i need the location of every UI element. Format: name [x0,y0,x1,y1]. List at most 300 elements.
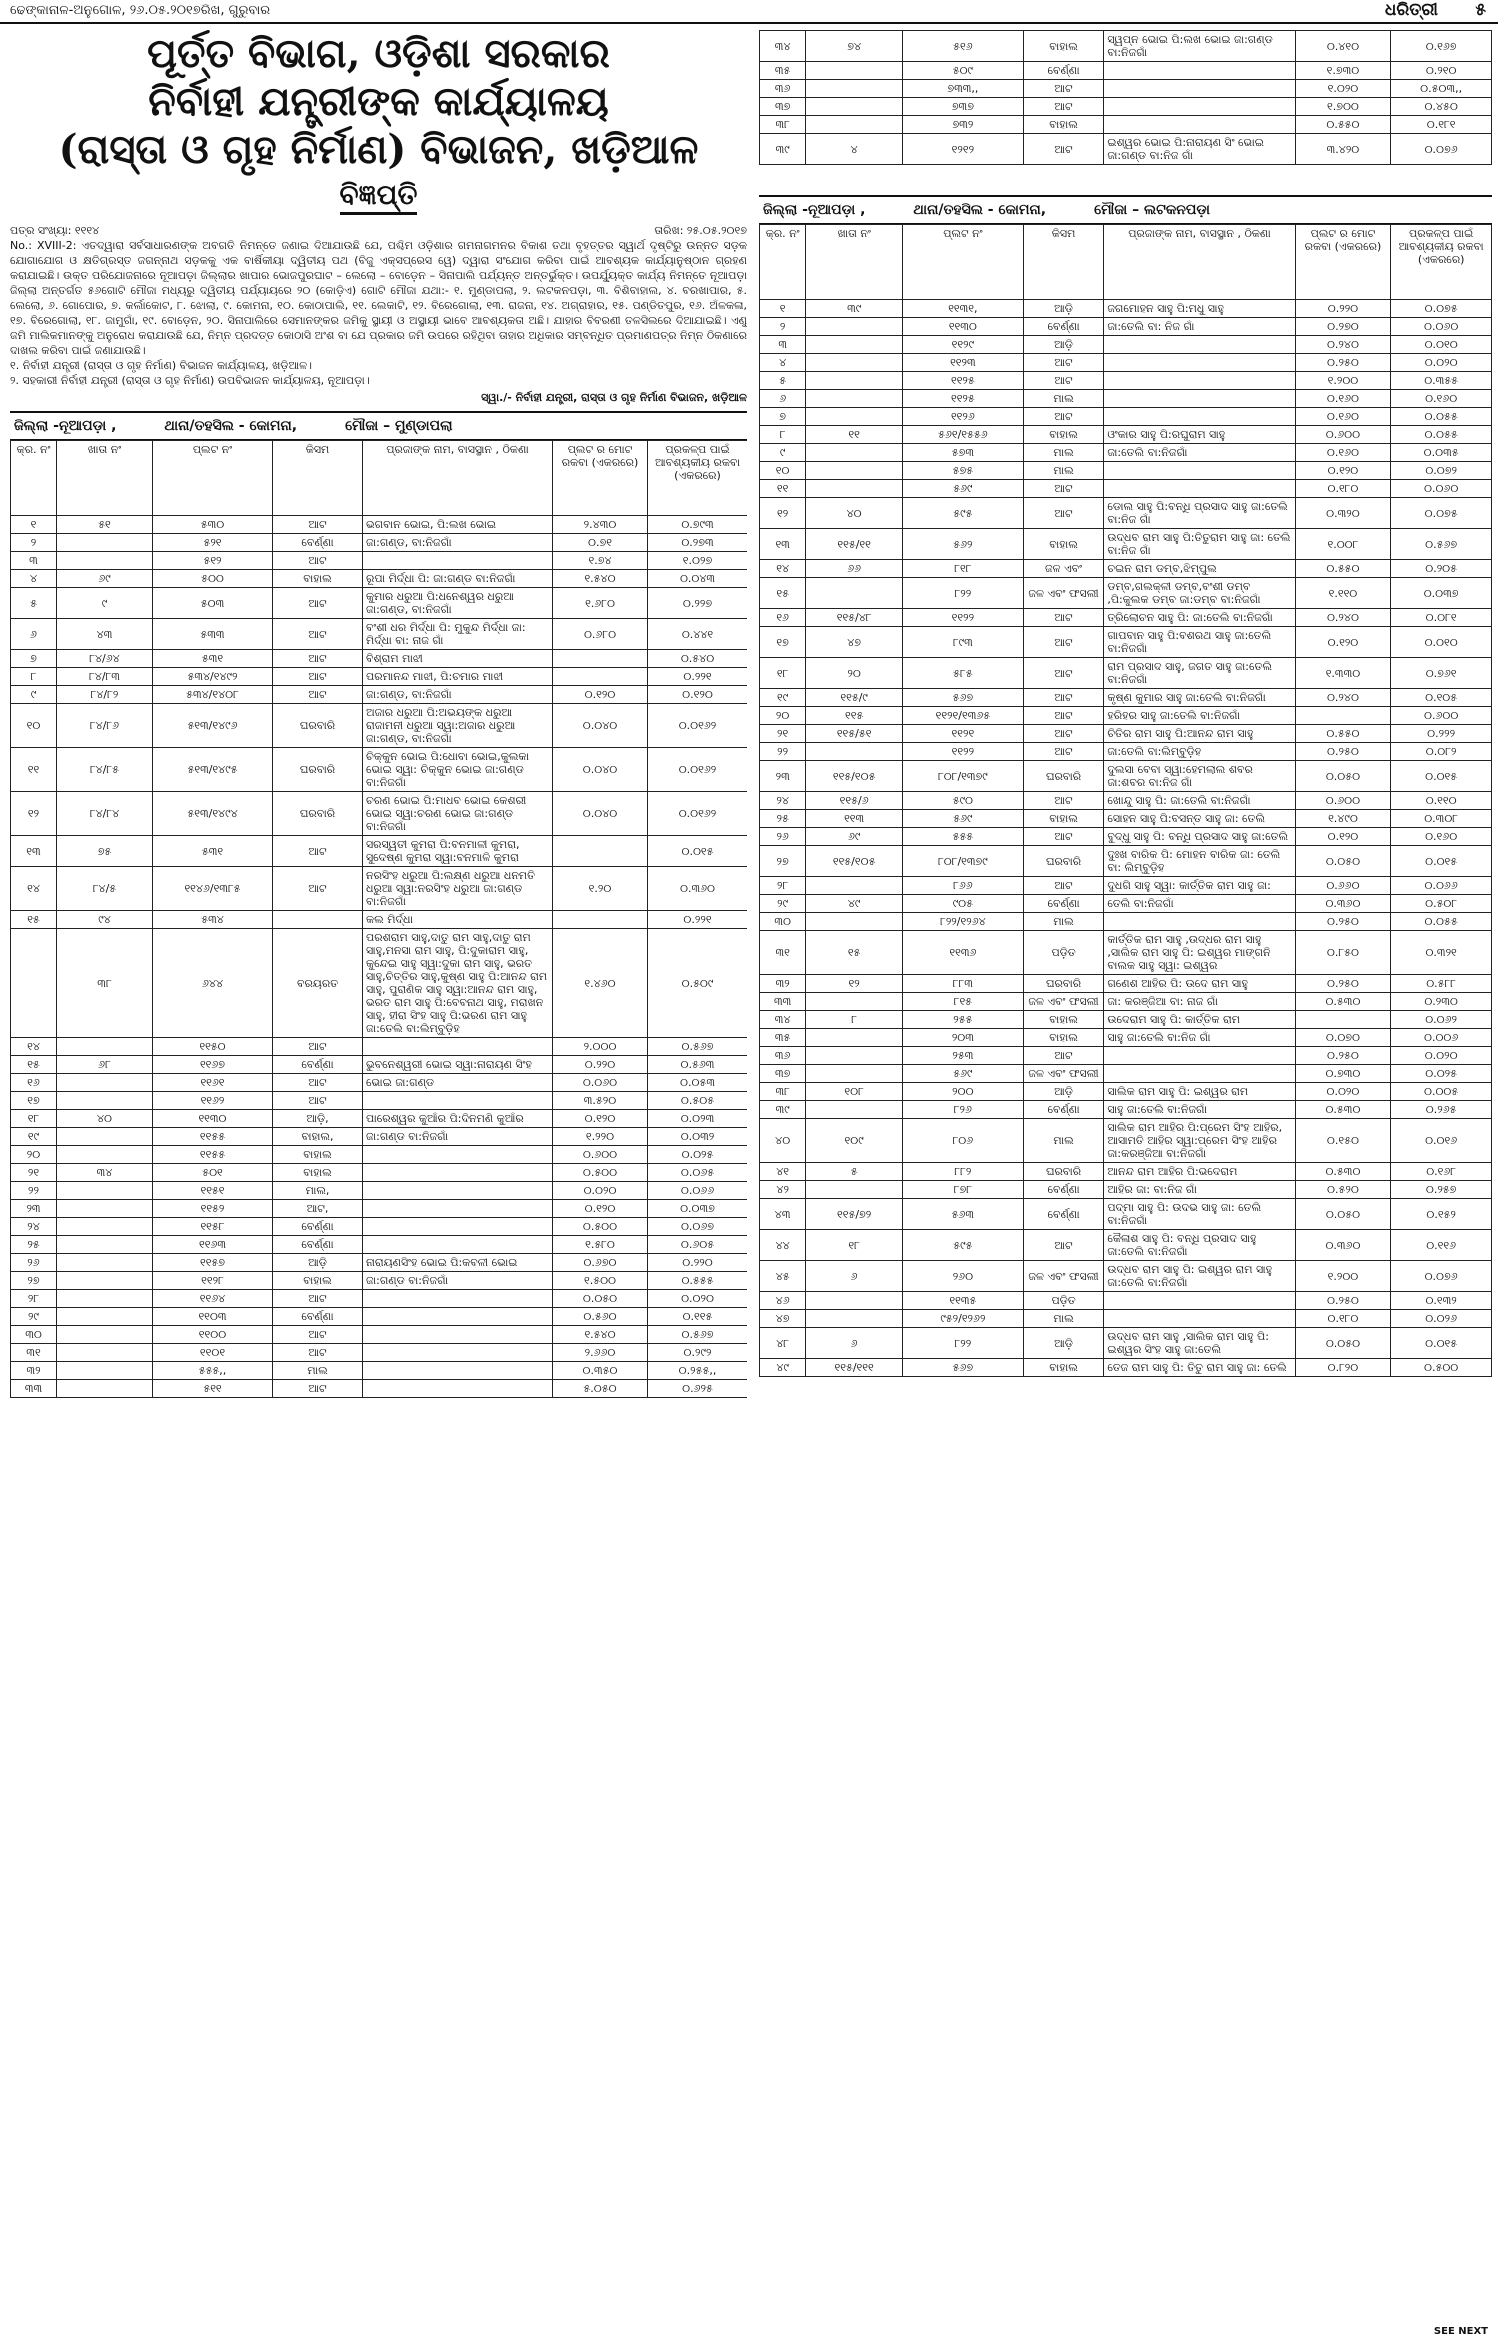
cell-owner: ତ୍ରିଲୋଚନ ସାହୁ ପି: ଜା:ତେଲି ବା:ନିଜଗାଁ [1104,609,1295,627]
cell-required: ୦.୨୦୫ [1391,560,1492,578]
cell-sl: ୪୫ [760,1261,806,1292]
cell-owner [1104,408,1295,426]
table-row [11,1218,748,1236]
cell-owner: ଭୋଇ ଜା:ଗଣ୍ଡ [363,1074,553,1092]
cell-owner [1104,480,1295,498]
cell-kisam: ଜଳ ଏବଂ ଫସଲୀ [1023,1065,1104,1083]
cell-plot: ୧୧୨୬ [902,408,1023,426]
cell-required: ୦.୨୨୧ [648,668,748,686]
cell-sl: ୧୦ [11,704,57,748]
cell-sl: ୩୧ [760,931,806,975]
cell-owner: ଜଗମୋହନ ସାହୁ ପି:ମଧୁ ସାହୁ [1104,300,1295,318]
cell-plot: ୫୫୫ [902,828,1023,846]
cell-kisam: ଆଟ [273,588,363,619]
cell-plot: ୨୫୫ [902,1011,1023,1029]
cell-required: ୦.୧୧୫ [648,1308,748,1326]
cell-owner: ଆନନ୍ଦ ରାମ ଆହିର ପି:ଭଦେରାମ [1104,1163,1295,1181]
cell-plot: ୫୩୪ [153,911,273,929]
cell-khata: ୬୯ [57,570,153,588]
cell-khata: ୪୯ [806,895,903,913]
cell-required: ୦.୫୪୦ [648,650,748,668]
cell-owner [1104,336,1295,354]
cell-plot: ୫୩୪/୧୪୯୨ [153,668,273,686]
cell-owner: ସାହୁ ଜା:ତେଲି ବା:ନିଜଗାଁ [1104,1101,1295,1119]
cell-plot: ୧୧୨୮ [153,1272,273,1290]
cell-kisam: ଆଟ [273,650,363,668]
cell-required: ୦.୦୦୫ [1391,1083,1492,1101]
cell-area: ୦.୬୦୦ [1295,792,1391,810]
cell-required: ୦.୩୨୧ [1391,931,1492,975]
cell-kisam: ବାହାଲ [1023,426,1104,444]
cell-plot: ୧୧୩୦ [153,1110,273,1128]
table-row [760,1047,1492,1065]
cell-area: ୦.୧୨୦ [553,686,648,704]
cell-required: ୦.୨୭୩ [648,534,748,552]
cell-plot: ୧୧୫୮ [153,1218,273,1236]
cell-area: ୦.୨୭୦ [1295,318,1391,336]
cell-khata [57,1236,153,1254]
cell-owner [363,1182,553,1200]
cell-area [553,911,648,929]
cell-area: ୧.୨୦୦ [1295,372,1391,390]
cell-plot: ୧୧୫୫ [153,1128,273,1146]
cell-owner: ସାଲିକ ରାମ ଆହିର ପି:ପ୍ରେମ ସିଂହ ଆହିର, ଆସାମତି ଆହିର ସ୍ୱା:ପ୍ରେମ ସିଂହ ଆହିର ଜା:କରଞ୍ଜିଆ ବା:ନିଜଗାଁ [1104,1119,1295,1163]
cell-owner: ଡୋଲ ସାହୁ ପି:ବନ୍ଧି ପ୍ରସାଦ ସାହୁ ଜା:ତେଲି ବା:ନିଜ ଗାଁ [1104,498,1295,529]
table-row [760,1310,1492,1328]
table-row [11,1182,748,1200]
cell-kisam: ଆଟ [1023,408,1104,426]
table-row [11,1380,748,1398]
cell-kisam: ଜଳ ଏବଂ ଫସଲୀ [1023,1261,1104,1292]
col-khata: ଖାତା ନଂ [57,441,153,516]
cell-kisam: ବେର୍ଣ୍ଣା [1023,1199,1104,1230]
cell-area: ୦.୫୩୦ [1295,1101,1391,1119]
cell-owner: ଜା:ଗଣ୍ଡ, ବା:ନିଜଗାଁ [363,686,553,704]
cell-kisam: ଆଟ [1023,1230,1104,1261]
cell-plot: ୯୦୫ [902,895,1023,913]
cell-sl: ୧୪ [11,1038,57,1056]
cell-sl: ୨ [11,534,57,552]
cell-required: ୦.୧୬୭ [1391,31,1492,62]
cell-area: ୦.୧୨୦ [1295,828,1391,846]
cell-kisam: ଆଟ [273,668,363,686]
cell-khata [57,1146,153,1164]
table-row [11,552,748,570]
cell-sl: ୨୩ [11,1200,57,1218]
cell-plot: ୫୧୩/୧୪୯୫ [153,748,273,792]
cell-required: ୦.୦୧୬୨ [648,704,748,748]
cell-sl: ୩୪ [760,1011,806,1029]
cell-plot: ୫୧୧ [153,1380,273,1398]
cell-area: ୦.୦୨୦ [553,1182,648,1200]
cell-khata [806,116,903,134]
cell-plot: ୧୧୩୫ [902,1292,1023,1310]
cell-sl: ୪ [760,354,806,372]
cell-required: ୦.୧୮୧ [1391,116,1492,134]
cell-khata: ୧୫ [806,931,903,975]
cell-sl: ୨୫ [11,1236,57,1254]
cell-required: ୦.୨୨୧ [648,911,748,929]
cell-kisam: ଆଟ [273,1038,363,1056]
cell-sl: ୭ [11,650,57,668]
cell-kisam: ଘରବାରି [1023,1163,1104,1181]
cell-kisam: ଜଳ ଏବଂ [1023,560,1104,578]
cell-required: ୦.୦୧୫ [1391,761,1492,792]
cell-sl: ୩ [760,336,806,354]
cell-khata [57,1254,153,1272]
cell-sl: ୧୬ [760,609,806,627]
cell-kisam: ଆଡ଼ି, [273,1110,363,1128]
cell-area: ୧.୪୯୦ [1295,810,1391,828]
cell-sl: ୨୪ [11,1218,57,1236]
cell-kisam: ବାହାଲ [273,570,363,588]
cell-required: ୦.୨୧୦ [1391,62,1492,80]
cell-area: ୨.୪୩୦ [553,516,648,534]
cell-khata: ୮୪/୮୩ [57,668,153,686]
cell-khata: ୭୫ [57,836,153,867]
newspaper-logo: ଧରିତ୍ରୀ [1384,0,1438,20]
cell-sl: ୬ [11,619,57,650]
cell-plot: ୫୧୩/୧୪୯୬ [153,704,273,748]
cell-area: ୦.୩୨୦ [1295,498,1391,529]
cell-owner: ଭୁବନେଶ୍ୱରୀ ଭୋଇ ସ୍ୱା:ନାରାୟଣ ସିଂହ [363,1056,553,1074]
table-row [760,98,1492,116]
cell-kisam: ମାଲ [1023,390,1104,408]
cell-required: ୦.୨୯୨ [648,1344,748,1362]
cell-kisam: ଆଡ଼ି [1023,1328,1104,1359]
cell-khata: ୮୪/୫ [57,867,153,911]
cell-owner [363,1344,553,1362]
cell-owner: ରୂପା ମିର୍ଦ୍ଧା ପି: ଜା:ଗଣ୍ଡ ବା:ନିଜଗାଁ [363,570,553,588]
cell-plot: ୧୧୩୧, [902,300,1023,318]
table-row [11,867,748,911]
cell-required: ୦.୫୬୩ [648,1056,748,1074]
cell-required: ୦.୦୭୬ [1391,1261,1492,1292]
land-rows-continued [760,31,1492,165]
cell-owner: କାର୍ତ୍ତିକ ରାମ ସାହୁ ,ଉଦ୍ଧର ରାମ ସାହୁ ,ସାଲିକ ରାମ ସାହୁ ପି: ଇଶ୍ୱର ମାଙ୍ଗନି ବାଲକ ସାହୁ ସ୍ୱା: ଇଶ୍ୱର [1104,931,1295,975]
cell-sl: ୨୨ [760,743,806,761]
table-row [760,116,1492,134]
cell-kisam: ବେର୍ଣ୍ଣା [1023,1101,1104,1119]
cell-plot: ୫୦୩ [153,588,273,619]
cell-sl: ୬ [760,390,806,408]
cell-kisam: ବାହାଲ [1023,31,1104,62]
cell-sl: ୨୦ [11,1146,57,1164]
cell-area: ୦.୫୬୦ [553,1308,648,1326]
cell-sl: ୧ [11,516,57,534]
cell-sl: ୨୬ [760,828,806,846]
cell-khata: ୧୦୮ [806,1083,903,1101]
cell-required: ୦.୦୨୦ [1391,354,1492,372]
cell-owner: ଆହିର ଜା: ବା:ନିଜ ଗାଁ [1104,1181,1295,1199]
cell-plot: ୧୧୨୫ [902,372,1023,390]
left-column [10,30,747,2330]
cell-kisam: ମାଲ [1023,1310,1104,1328]
land-rows-left [11,516,748,1398]
table-row [11,1092,748,1110]
cell-required: ୦.୦୧୬୨ [648,748,748,792]
cell-khata: ୧୧୫/୭୨ [806,1199,903,1230]
cell-plot: ୫୭୫ [902,462,1023,480]
cell-sl: ୧୫ [11,1056,57,1074]
table-row [760,354,1492,372]
cell-khata [57,1200,153,1218]
col-required: ପ୍ରକଳ୍ପ ପାଇଁ ଆବଶ୍ୟକୀୟ ରକବା (ଏକରରେ) [1391,225,1492,300]
cell-kisam: ବାହାଲ [1023,810,1104,828]
cell-plot: ୧୧୨୩ [902,354,1023,372]
cell-kisam: ବେର୍ଣ୍ଣା [1023,62,1104,80]
cell-required: ୦.୪୫୦ [1391,98,1492,116]
table-row [760,609,1492,627]
table-row [760,300,1492,318]
cell-required: ୦.୩୦୮ [1391,810,1492,828]
cell-kisam: ମାଲ [1023,462,1104,480]
cell-plot: ୮୬୬ [902,877,1023,895]
cell-sl: ୪୦ [760,1119,806,1163]
cell-area: ୧.୫୪୦ [553,1326,648,1344]
thana: ଥାନା/ତହସିଲ - କୋମନା, [164,418,298,434]
cell-owner: କୃଷ୍ଣ କୁମାର ସାହୁ ଜା:ତେଲି ବା:ନିଜଗାଁ [1104,689,1295,707]
cell-sl: ୪୯ [760,1359,806,1377]
table-row [760,1119,1492,1163]
col-required: ପ୍ରକଳ୍ପ ପାଇଁ ଆବଶ୍ୟକୀୟ ରକବା (ଏକରରେ) [648,441,748,516]
cell-owner [363,1290,553,1308]
cell-owner: ଓଂକାର ସାହୁ ପି:ରଘୁରାମ ସାହୁ [1104,426,1295,444]
cell-kisam: ବେର୍ଣ୍ଣା [1023,318,1104,336]
cell-khata: ୪ [806,134,903,165]
cell-required: ୦.୦୧୫ [1391,846,1492,877]
cell-required: ୦.୨୫୭ [1391,1181,1492,1199]
cell-required: ୦.୫୦୦ [1391,1359,1492,1377]
cell-plot: ୮୨୨ [902,1328,1023,1359]
table-row [11,1272,748,1290]
cell-sl: ୧୧ [760,480,806,498]
cell-owner: ନରସିଂହ ଧରୁଆ ପି:ଲକ୍ଷ୍ଣ ଧରୁଆ ଧନମତି ଧରୁଆ ସ୍ୱା:ନରସିଂହ ଧରୁଆ ଜା:ଗଣ୍ଡ ବା:ନିଜଗାଁ [363,867,553,911]
cell-owner [363,1146,553,1164]
cell-sl: ୨୩ [760,761,806,792]
cell-khata [57,1362,153,1380]
cell-plot: ୭୩୩,, [902,80,1023,98]
cell-required: ୦.୦୦୬ [1391,1029,1492,1047]
cell-sl: ୨୯ [760,895,806,913]
table-row [760,1359,1492,1377]
cell-area: ୦.୧୨୦ [1295,462,1391,480]
col-owner: ପ୍ରଜାଙ୍କ ନାମ, ବାସସ୍ଥାନ , ଠିକଣା [1104,225,1295,300]
cell-khata [57,1326,153,1344]
cell-kisam: ଘରବାରି [1023,846,1104,877]
cell-owner: ଜା:ତେଲି ବା: ନିଜ ଗାଁ [1104,318,1295,336]
cell-plot: ୧୨୧୨ [902,134,1023,165]
cell-khata: ୩୪ [57,1164,153,1182]
cell-required: ୦.୦୩୨ [648,1128,748,1146]
cell-plot: ୮୨୨ [902,578,1023,609]
cell-owner: ଜା:ତେଲି ବା:ଲିମ୍ବୁଡ଼ିହ [1104,743,1295,761]
cell-kisam: ବାହାଲ [273,1164,363,1182]
cell-area: ୦.୩୫୦ [553,1362,648,1380]
cell-area [553,650,648,668]
cell-required: ୦.୧୬୦ [1391,390,1492,408]
table-row [760,1011,1492,1029]
cell-owner [1104,390,1295,408]
table-row [760,560,1492,578]
table-row [760,792,1492,810]
cell-required: ୦.୧୦୫ [1391,689,1492,707]
cell-khata [806,913,903,931]
thana: ଥାନା/ତହସିଲ - କୋମନା, [913,202,1047,218]
cell-khata: ୬୯ [806,828,903,846]
cell-sl: ୩୭ [760,1065,806,1083]
cell-owner: ବଂଶୀ ଧର ମିର୍ଦ୍ଧା ପି: ମୁକୁନ୍ଦ ମିର୍ଦ୍ଧା ଜା: ମିର୍ଦ୍ଧା ବା: ନାଜ ଗାଁ [363,619,553,650]
cell-plot: ୭୩୭ [902,98,1023,116]
cell-plot: ୮୮୩ [902,975,1023,993]
cell-area: ୦.୨୪୦ [1295,336,1391,354]
cell-plot: ୫୬୨ [902,529,1023,560]
cell-owner: ଅଜାର ଧରୁଆ ପି:ଅଭୟଙ୍କ ଧରୁଆ ରାଜାମନୀ ଧରୁଆ ସ୍ୱା:ଅଜାର ଧରୁଆ ଜା:ଗଣ୍ଡ, ବା:ନିଜଗାଁ [363,704,553,748]
cell-required: ୦.୦୪୩ [648,570,748,588]
cell-required: ୦.୨୬୫ [1391,1101,1492,1119]
table-row [760,993,1492,1011]
cell-plot: ୧୧୬୧ [153,1074,273,1092]
cell-khata: ୪୩ [57,619,153,650]
cell-owner: ବିଶ୍ରାମ ମାଝୀ [363,650,553,668]
cell-required: ୦.୦୨୦ [1391,1047,1492,1065]
cell-area: ୦.୦୪୦ [553,792,648,836]
cell-kisam: ଆଟ [1023,658,1104,689]
cell-required: ୦.୦୭୫ [1391,300,1492,318]
cell-owner: ଦୁଧଗି ସାହୁ ସ୍ୱା: କାର୍ତ୍ତିକ ରାମ ସାହୁ ଜା: [1104,877,1295,895]
cell-kisam: ବେର୍ଣ୍ଣା [273,1308,363,1326]
table-row [11,1308,748,1326]
cell-required: ୦.୭୬୧ [1391,658,1492,689]
table-row [11,704,748,748]
table-row [11,1164,748,1182]
cell-plot: ୧୧୨୧/୧୩୬୫ [902,707,1023,725]
cell-owner: ହରିହର ସାହୁ ଜା:ତେଲି ବା:ନିଜଗାଁ [1104,707,1295,725]
cell-area: ୦.୮୨୦ [1295,1359,1391,1377]
cell-plot: ୨୫୩ [902,1047,1023,1065]
table-row [11,619,748,650]
cell-khata: ୧୧୫/୧୧୧ [806,1359,903,1377]
table-row [11,588,748,619]
signature: ସ୍ୱା./- ନିର୍ବାହୀ ଯନ୍ତ୍ରୀ, ରାସ୍ତା ଓ ଗୃହ ନିର୍ମାଣ ବିଭାଜନ, ଖଡ଼ିଆଳ [481,391,747,404]
cell-khata: ୮ [806,1011,903,1029]
cell-area: ୦.୧୬୦ [1295,408,1391,426]
cell-owner [363,1380,553,1398]
cell-kisam: ବେର୍ଣ୍ଣା [1023,1181,1104,1199]
location-header-left [10,411,747,440]
cell-sl: ୧୪ [11,867,57,911]
col-kisam: କିସମ [273,441,363,516]
table-row [760,1181,1492,1199]
cell-area: ୧.୨୦୦ [1295,1261,1391,1292]
cell-sl: ୩୯ [760,1101,806,1119]
cell-sl: ୩୧ [11,1344,57,1362]
cell-area: ୦.୫୫୦ [1295,725,1391,743]
cell-kisam: ବେର୍ଣ୍ଣା [273,1056,363,1074]
cell-khata: ୬ [806,1328,903,1359]
cell-required: ୦.୦୫୫ [1391,426,1492,444]
cell-sl: ୫ [11,588,57,619]
cell-required: ୦.୦୬୨ [1391,1011,1492,1029]
cell-khata [806,98,903,116]
table-row [11,929,748,1038]
table-row [760,931,1492,975]
cell-khata [57,1272,153,1290]
cell-kisam: ଆଟ [1023,792,1104,810]
cell-required: ୦.୧୨୦ [648,686,748,704]
table-row [760,846,1492,877]
cell-owner: ସ୍ୱପ୍ନ ଭୋଇ ପି:ଲଖ ଭୋଇ ଜା:ଗଣ୍ଡ ବା:ନିଜଗାଁ [1104,31,1295,62]
cell-khata [806,480,903,498]
cell-kisam: ମାଲ [1023,913,1104,931]
cell-khata [806,578,903,609]
cell-sl: ୯ [11,686,57,704]
cell-kisam: ଆଟ [273,1380,363,1398]
cell-required: ୦.୪୪୧ [648,619,748,650]
cell-kisam: ଆଟ [1023,725,1104,743]
cell-required: ୦.୦୫୫ [1391,408,1492,426]
cell-area [553,836,648,867]
cell-khata: ୧୧୫ [806,707,903,725]
table-row [11,1236,748,1254]
cell-area: ୦.୦୫୦ [1295,1199,1391,1230]
table-row [760,31,1492,62]
col-plot: ପ୍ଲଟ ନଂ [902,225,1023,300]
cell-required: ୦.୦୭୬ [1391,134,1492,165]
cell-required: ୦.୦୧୦ [1391,627,1492,658]
cell-owner: କଲ ମିର୍ଦ୍ଧା [363,911,553,929]
cell-area: ୧.୭୩୦ [1295,62,1391,80]
cell-sl: ୧୯ [11,1128,57,1146]
col-owner: ପ୍ରଜାଙ୍କ ନାମ, ବାସସ୍ଥାନ , ଠିକଣା [363,441,553,516]
cell-sl: ୩୨ [11,1362,57,1380]
cell-sl: ୨୮ [760,877,806,895]
cell-owner [363,1218,553,1236]
cell-khata: ୯ [57,588,153,619]
cell-plot: ୫୯୦ [902,792,1023,810]
cell-khata [806,462,903,480]
cell-required: ୦.୩୬୦ [648,867,748,911]
cell-sl: ୨୧ [760,725,806,743]
cell-required: ୦.୦୬୭ [648,1218,748,1236]
table-row [760,761,1492,792]
cell-required: ୦.୩୫୫ [1391,372,1492,390]
cell-owner [363,1236,553,1254]
cell-area: ୩.୫୨୦ [553,1092,648,1110]
table-row [760,529,1492,560]
cell-required: ୦.୦୮୨ [1391,743,1492,761]
cell-khata: ୮୪/୬୪ [57,650,153,668]
cell-khata: ୪୭ [806,627,903,658]
location-header-right [759,195,1492,224]
table-row [760,1029,1492,1047]
cell-plot: ୫୬୩ [902,1199,1023,1230]
cell-area: ୦.୬୦୦ [1295,426,1391,444]
cell-khata [806,1047,903,1065]
cell-sl: ୧୨ [11,792,57,836]
cell-plot: ୫୧୬ [902,31,1023,62]
table-row [760,689,1492,707]
cell-khata [57,1074,153,1092]
cell-plot: ୭୩୨ [902,116,1023,134]
cell-area [1295,707,1391,725]
cell-area: ୦.୫୦୦ [553,1164,648,1182]
cell-plot: ୫୬୭ [902,689,1023,707]
cell-sl: ୩ [11,552,57,570]
cell-khata: ୧୧୫/୧୦୫ [806,761,903,792]
cell-plot: ୫୯୫ [902,1230,1023,1261]
table-header [760,225,1492,300]
